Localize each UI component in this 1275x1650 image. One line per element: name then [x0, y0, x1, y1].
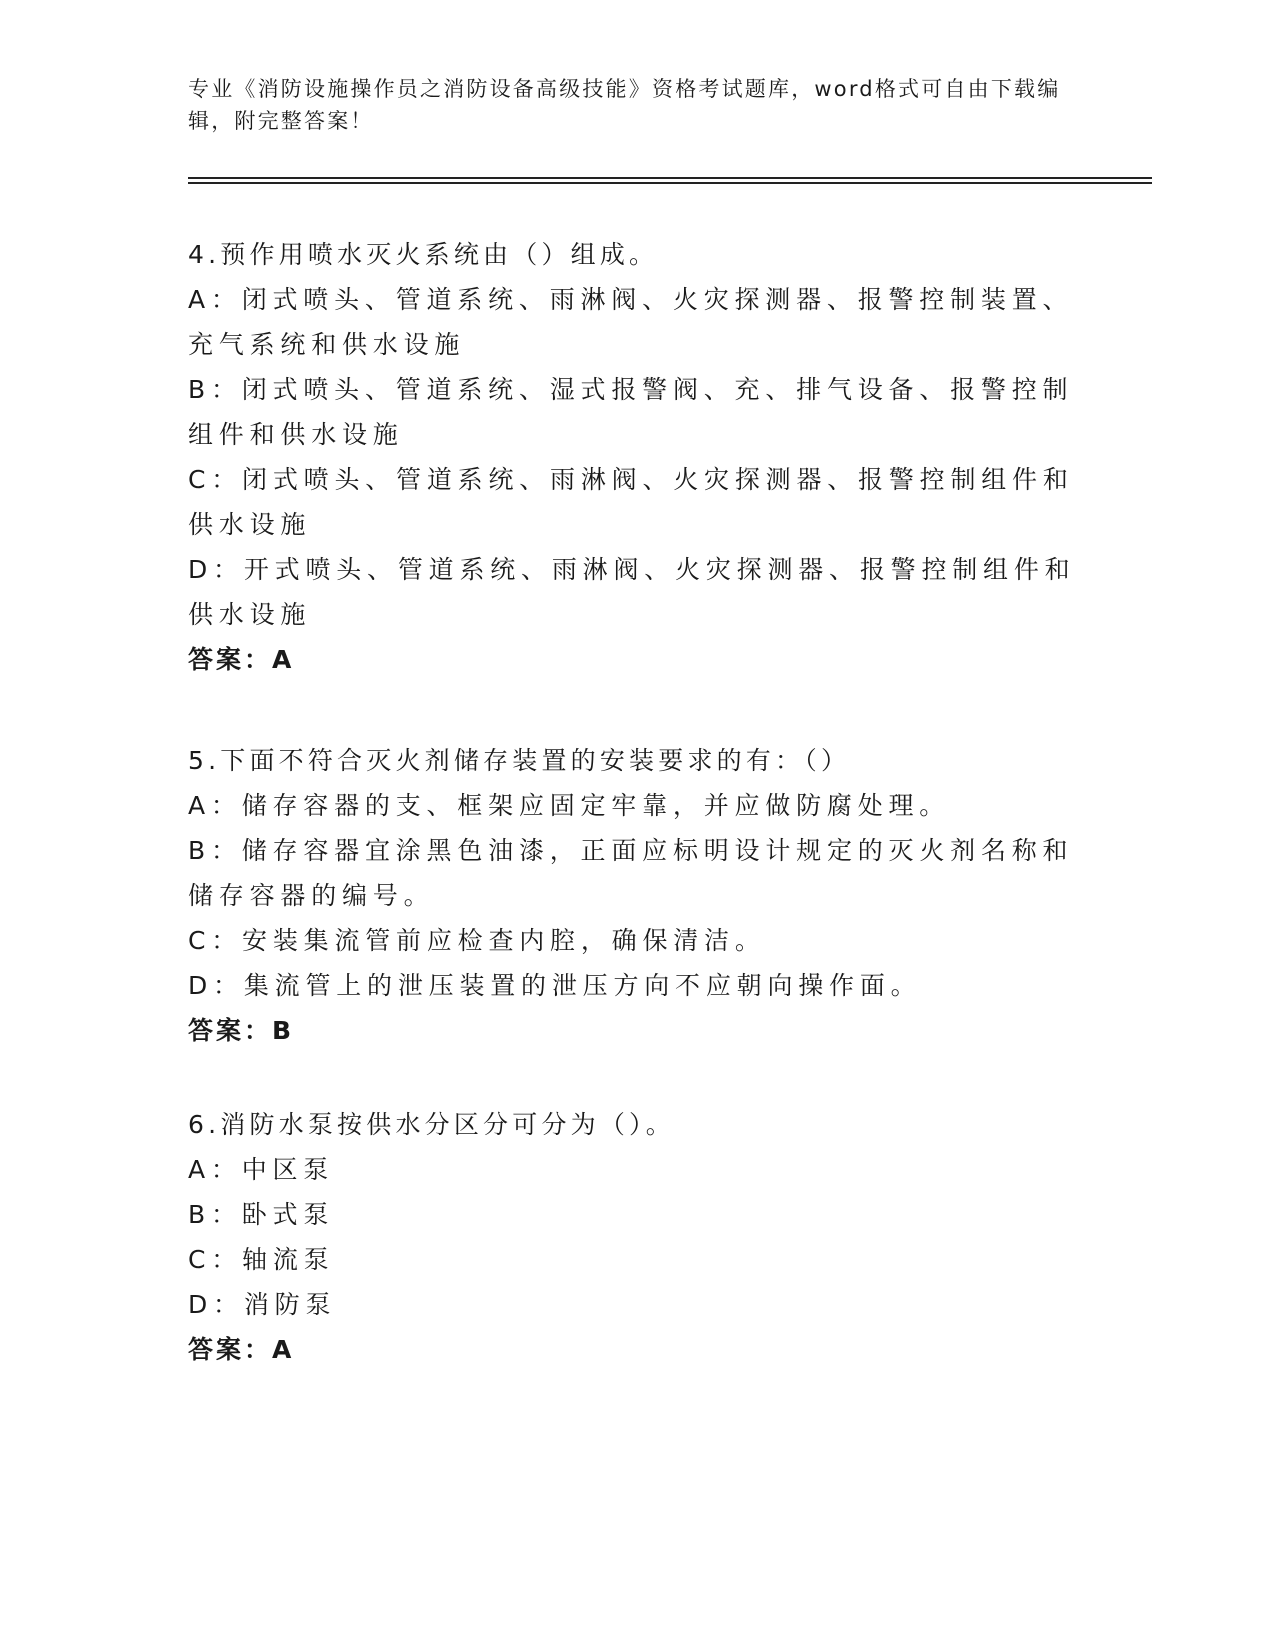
option-c: C：安装集流管前应检查内腔，确保清洁。: [188, 926, 766, 955]
option-a: A：中区泵: [188, 1155, 335, 1184]
option-d: D：开式喷头、管道系统、雨淋阀、火灾探测器、报警控制组件和供水设施: [188, 555, 1076, 629]
option-b: B：卧式泵: [188, 1200, 335, 1229]
question-5: [188, 738, 1078, 1053]
answer: 答案：A: [188, 1335, 295, 1364]
option-c: C：轴流泵: [188, 1245, 335, 1274]
question-title: 4.预作用喷水灭火系统由（）组成。: [188, 240, 659, 269]
option-a: A：储存容器的支、框架应固定牢靠，并应做防腐处理。: [188, 791, 951, 820]
option-d: D：消防泵: [188, 1290, 337, 1319]
header-divider-bottom: [188, 182, 1152, 184]
option-b: B：闭式喷头、管道系统、湿式报警阀、充、排气设备、报警控制组件和供水设施: [188, 375, 1074, 449]
question-6: [188, 1102, 1078, 1372]
header-divider-top: [188, 177, 1152, 179]
question-title: 5.下面不符合灭火剂储存装置的安装要求的有：（）: [188, 746, 851, 775]
answer: 答案：B: [188, 1016, 295, 1045]
question-4: [188, 232, 1078, 682]
answer: 答案：A: [188, 645, 295, 674]
question-title: 6.消防水泵按供水分区分可分为（）。: [188, 1110, 675, 1139]
option-b: B：储存容器宜涂黑色油漆，正面应标明设计规定的灭火剂名称和储存容器的编号。: [188, 836, 1074, 910]
document-header: 专业《消防设施操作员之消防设备高级技能》资格考试题库，word格式可自由下载编辑，附完整答案！: [188, 77, 1061, 133]
option-d: D：集流管上的泄压装置的泄压方向不应朝向操作面。: [188, 971, 922, 1000]
option-c: C：闭式喷头、管道系统、雨淋阀、火灾探测器、报警控制组件和供水设施: [188, 465, 1074, 539]
option-a: A：闭式喷头、管道系统、雨淋阀、火灾探测器、报警控制装置、充气系统和供水设施: [188, 285, 1074, 359]
